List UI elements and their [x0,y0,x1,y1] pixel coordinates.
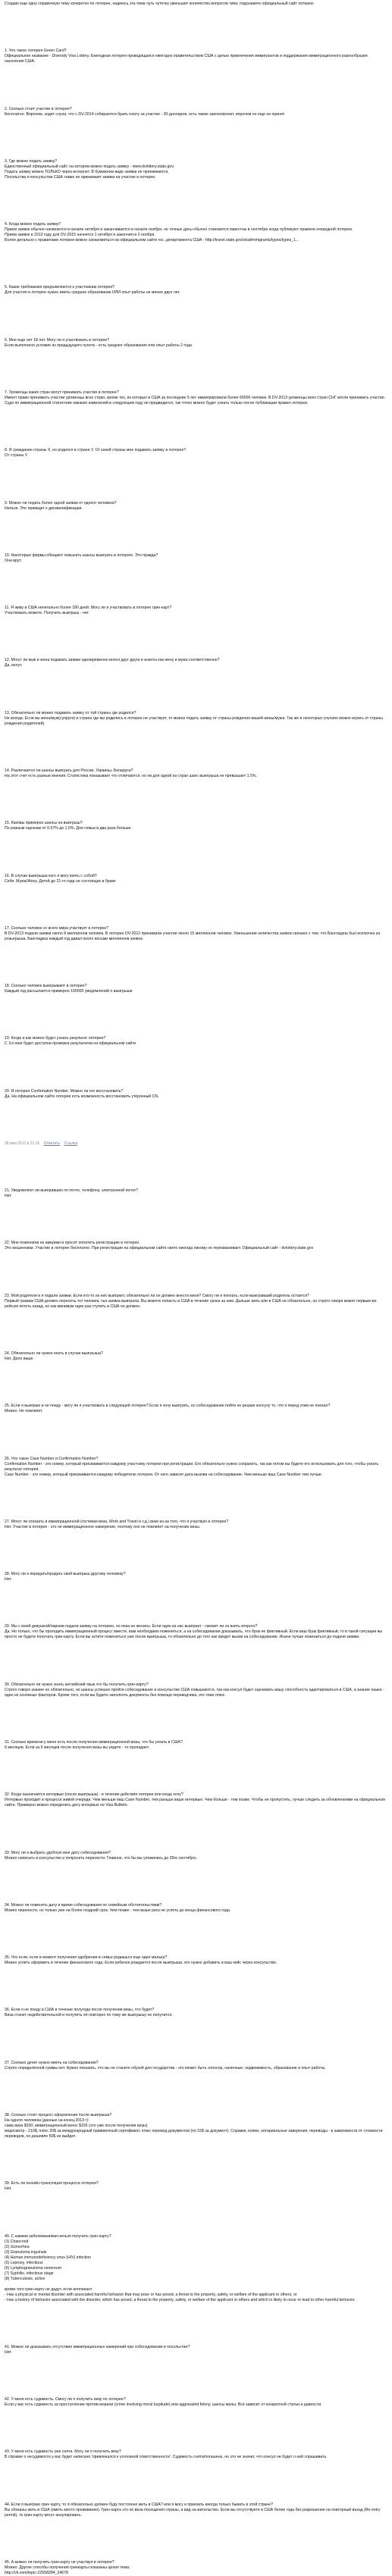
question: 39. Есть ли онлайн-трансляция процесса лотереи? [5,2181,99,2186]
answer: Да. На официальном сайте лотереи есть возможность восстановить утерянный CN. [5,1094,159,1099]
answer: В справке о несудимости у вас будет написано 'привлекался к уголовной ответственности'. Судимость снята/погашена, но это не значит, что консул не будет о ней спрашивать. [5,2455,328,2460]
qa-item-42 [5,2397,387,2408]
answer: Если выполнено условие из предыдущего пункта - есть среднее образование или опыт работы 2 года. [5,343,193,348]
qa-item-9 [5,501,387,512]
question: 35. Что если, если в момент получения одобрения в семье родишься еще один малыш? [5,1955,168,1961]
question: 24. Обязательно ли нужно ехать в случае выигрыша? [5,1351,103,1357]
question: 23. Мой родители и я подали заявки. Если кто-то из них выиграет, обязательно ли он должен внести меня? Смогу ли я поехать, если выигравший родитель остается? [5,1293,310,1298]
question: 9. Можно ли подать более одной заявки от одного человека? [5,500,117,505]
question: 27. Могут ли отказать в иммиграционной (гостевая виза, Work and Travel и т.д.) визе из-за того, что я участвую в лотерее? [5,1519,229,1524]
answer: Можно. Другие способы получения гринкарты показаны целая тема: http://vk.com/topic-22558284_24678 [5,2565,130,2575]
answer: Это мошенники. Участие в лотерее бесплатно. При регистрации на официальном сайте никто никогда никому не перезванивает. Официальный сайт - dvlottery.state.gov [5,1246,314,1251]
answer: На этот счет есть разные мнения. Статистика показывает что отличаются, но ни для одной из стран шанс выигрыша не превышает 1.5%. [5,773,257,778]
answer: В DV-2013 подали заявки около 8 миллионов человек. В лотерее DV-2012 принимали участие около 15 миллионов человек. Уменьшение количества заявок связано с тем, что Бангладеш был исключен из розыгрыша. Бангладеш каждый год давал около восьми миллионов заявок. [5,931,381,941]
question: 2. Сколько стоит участие в лотерее? [5,106,72,111]
question: 28. Могу ли я передать/продать свой выигрыш другому человеку? [5,1572,126,1577]
question: 45. А можно ли получить грин-карту не участвуя в лотерее? [5,2559,114,2565]
qa-item-22 [5,1241,387,1251]
question: 26. Что такое Case Number и Confirmation Number? [5,1456,99,1461]
question: 43. У меня есть судимость уже снята. Могу ли я получить визу? [5,2449,121,2455]
qa-item-28 [5,1572,387,1582]
intro-text: Создаю еще одну справочную тему конкретно по лотерее, надеюсь эта тема чуть чуточку уменьшит количество вопросов типа: подскажите официальный сайт лотереи. [5,2,315,6]
question: 37. Сколько денег нужно иметь на собеседовании? [5,2060,99,2065]
qa-item-37 [5,2061,387,2071]
question: 18. Сколько человек выигрывают в лотерее? [5,984,87,989]
question: 33. Могу ли я выбрать удобную мне дату собеседования? [5,1850,111,1855]
qa-item-30 [5,1682,387,1698]
qa-item-5 [5,285,387,296]
question: 22. Мне позвонили из америки и просят оплатить регистрацию в лотерее. [5,1241,140,1246]
qa-item-23 [5,1294,387,1310]
answer: От страны У. [5,453,28,459]
answer: На одного человека (данные на конец 2013 г): сама виза $330, иммиграционный взнос $165 (это уже после получения визы) медосмотр - 210$, плюс 20$ за международный прививочный сертификат, плюс перевод документов (пo 15$ за документ). Справки, копии, нотариальные заверения, переводы - в зависимости от стоимости переводов, но дешевле 50$ не выйдет. [5,2117,383,2139]
qa-item-27 [5,1520,387,1530]
answer: С 1го мая будет доступна проверка результатов на официальном сайте [5,1041,136,1047]
answer: Если у вас есть судимость за преступление против морали (crime involving moral turpitude) или aggravated felony, шансы малы. Всё зависит от конкретной статьи и давности. [5,2402,322,2408]
qa-item-26 [5,1457,387,1478]
answer: Виза станет недействительной и получить её повторно по тому же выигрышу не получится. [5,2013,173,2018]
answer: По разным оценкам от 0.67% до 1.5%. Для семьи в два раза больше. [5,826,132,831]
answer: Нет. [5,1577,12,1582]
post-date: 28 мая 2012 в 21:15 [5,1141,40,1146]
answer: Можно написать в консульство и попросить перенести. Главное, что бы вы уложились до 30го сентября.. [5,1855,198,1861]
qa-item-1 [5,49,387,64]
answer: Строго говоря знание не обязательно, но шансы успешно пройти собеседование в консульстве США повышаются, так как консул будет оценивать вашу способность адаптироваться в США, а знание языка - один из основных факторов. Кроме того, если вы будете заполнять документы без помощи переводчика, это тоже плюс. [5,1687,384,1698]
reply-link[interactable]: Ответить [43,1141,61,1146]
qa-item-6 [5,338,387,349]
qa-item-33 [5,1851,387,1861]
qa-item-41 [5,2345,387,2355]
question: 44. Если я выиграю грин карту, то я обязательно должен буду постоянно жить в США? или я могу и приехать иногда только бывать в этой стране? [5,2502,274,2507]
question: 41. Можно ли доказывать отсутствие иммиграционных намерений при собеседовании в посольстве? [5,2344,190,2349]
question: 15. Каковы примерно шансы на выигрыш? [5,821,83,826]
question: 8. Я гражданин страны Х, но родился в стране У. От какой страны мне подавать заявку в лотерее? [5,448,187,453]
question: 38. Сколько стоит процесс оформления после выигрыша? [5,2112,112,2117]
qa-item-12 [5,658,387,668]
question: 1. Что такое лотерея Green Card? [5,49,67,54]
answer: Нет. Дело ваше. [5,1357,34,1362]
answer: Можно успеть оформить в течение финансового года. Если ребенок рождается после выигрыша, его нужно добавить в ваш кейс через консульство. [5,1961,278,1966]
qa-item-34 [5,1903,387,1914]
question: 31. Сколько времени у меня есть после получения иммиграционной визы, что бы уехать в США? [5,1740,183,1745]
qa-item-7 [5,390,387,406]
question: 6. Мне еще нет 18 лет. Могу ли я участвовать в лотерее? [5,337,110,343]
qa-item-17 [5,926,387,942]
question: 4. Когда можно подать заявку? [5,222,61,227]
qa-item-31 [5,1740,387,1751]
question: 19. Когда и как можно будет узнать результат лотереи? [5,1036,106,1041]
answer: Интервью проходит в процессе живой очереди. Чем меньше ваш Case Number, тем раньше ваше интервью. Чем больше - тем позже. Чтобы не пропустить, лучше следить за обновлениями на официальном сайте. Примерно можно определить дату интервью по Visa Bulletin. [5,1798,385,1808]
answer: Первый грамаж США должен пересечь тот человек, чья заявка выиграла. Вы можете попасть в США в течение срока за ним. Дальше жить или в США не обязательно, он строго говоря может первым же рейсом лететь назад, но как минимум один раз ступить в США он должен. [5,1298,377,1309]
answer: (1) Chancroid (2) Gonorrhea (3) Granuloma inguinale (4) Human immunodeficiency virus (HIV) infection (5) Leprosy, infectious (6) Lymphogranuloma venereum (7) Syphilis, infectious stage (8) Tuberculosis, active кроме того грин-карту не дадут, если аппликант: - Has a physical or mental disorder with associated harmful behavior that may pose or has posed, a threat to the property, safety, or welfare of the applicant or others; or - Has a history of behavior associated with the disorder, which has posed, a threat to the property, safety, or welfare of the applicant or others and which is likely to recur or lead to other harmful behavior. [5,2239,356,2302]
answer: Можно. Не повлияет. [5,1409,43,1414]
qa-item-25 [5,1404,387,1414]
answer: Нет. [5,1194,12,1199]
question: 5. Какие требования предъявляются к участникам лотереи? [5,285,115,290]
answer: Нет. [5,2349,12,2355]
answer: Себя. Мужа/Жену. Детей до 21-го года не состоящих в браке [5,878,116,884]
question: 12. Могут ли муж и жена подавать заявки одновременно внося друг друга в анкеты как жену и мужа соответственно? [5,658,220,663]
qa-item-36 [5,2008,387,2018]
permalink[interactable]: Ссылка [64,1141,78,1146]
qa-item-4 [5,222,387,243]
answer: Они врут. [5,558,22,563]
qa-item-15 [5,821,387,831]
question: 40. С какими заболеваниями нельзя получить грин-карту? [5,2233,111,2239]
answer: Вы обязаны жить в США (иметь место проживания). Грин-карта это не виза посещения страны, а вид на жительство. Если вы отсутствуете в США более года без разрешения на повторный въезд (Re-entry permit), то грин-карту могут аннулировать. [5,2507,381,2518]
qa-item-11 [5,606,387,616]
question: 36. Если я не поеду в США в течение полугода после получения визы, что будет? [5,2008,155,2013]
answer: Официальное название - Diversity Visa Lottery. Ежегодная лотерея проводящаяся ежегодно правительством США с целью привлечения иммигрантов и поддержания иммиграционного разнообразия населения США. [5,54,368,64]
question: 21. Уведомляют ли выигравших по почте, телефону, электронной почте? [5,1188,138,1194]
question: 17. Сколько человек со всего мира участвует в лотерее? [5,925,109,931]
post-meta [5,1141,387,1147]
qa-item-40 [5,2234,387,2303]
answer: Да, могут. [5,663,23,668]
question: 10. Некоторые фирмы обещают повысить шансы выиграть в лотерею. Это правда? [5,552,158,558]
qa-item-20 [5,1089,387,1100]
question: 14. Различаются ли шансы выиграть для России, Украины, Беларуси? [5,768,133,773]
question: 7. Уроженцы каких стран могут принимать участие в лотерее? [5,390,119,395]
answer: Строго определённой суммы нет. Нужно показать, что вы не станете обузой для государства - это может быть спонсор, наличные, недвижимость, образование и опыт работы. [5,2065,326,2071]
answer: Нет. Участие в лотерее - это не иммиграционное намерение, поэтому оно не повлияет на получение визы. [5,1524,201,1529]
answer: Имеют право принимать участие уроженцы всех стран, кроме тех, из которых в США за последние 5 лет иммигрировали более 50000 человек. В DV-2013 уроженцы всех стран СНГ могли принимать участие. Судя по иммиграционной статистике никаких изменений в следующем году не предвидится, так точно можно будет узнать только после публикации правил лотереи. [5,395,386,405]
answer: Бесплатно. Впрочем, ходят слухи, что с DV-2014 собираются брать плату за участие - 30 долларов, есть также законопроект, впрочем он еще не принят. [5,111,286,117]
question: 32. Когда назначается интервью (после выигрыша) - в течение действия лотереи или когда хочу? [5,1792,183,1798]
answer: Каждый год рассылается примерно 100000 уведомлений о выигрыше [5,989,133,994]
qa-item-8 [5,448,387,459]
answer: Да. Но только, что бы проходить иммиграционный процесс вместе, вам необходимо пожениться, а на собеседовании доказывать, что брак не фиктивный. Если ваш брак фиктивный, то в такой ситуации вы просто не будете получать грин-карту. Если вы хотите пожениться уже после выигрыша, то обязательно до того как придет вызов на собеседование. Иначе лучше пожениться до подачи заявки. [5,1629,383,1640]
qa-item-39 [5,2181,387,2192]
qa-item-38 [5,2113,387,2139]
answer: Нет. [5,2186,12,2192]
qa-item-18 [5,984,387,994]
answer: Единственный официальный сайт, на котором можно подать заявку - www.dvlottery.state.gov. Подать заявку можно ТОЛЬКО через интернет. В бумажном виде заявки не принимаются. Посольства и консульства США также не принимают заявки на участие в лотерее. [5,164,174,180]
qa-item-14 [5,768,387,779]
question: 16. В случае выигрыша кого я могу взять с собой? [5,873,97,878]
answer: 6 месяцев. Если за 6 месяцев после получения визы вы уедете - то пропадает. [5,1745,150,1750]
qa-item-32 [5,1792,387,1808]
question: 11. Я живу в США нелегально более 180 дней. Могу ли я участвовать в лотерее грин-карт? [5,606,172,611]
qa-item-2 [5,107,387,117]
question: 34. Можно ли поменять дату и время собеседования по семейным обстоятельствам? [5,1902,162,1908]
qa-item-43 [5,2449,387,2460]
qa-item-35 [5,1955,387,1966]
qa-item-29 [5,1624,387,1640]
question: 42. У меня есть судимость. Смогу ли я получить визу по лотерее? [5,2397,126,2402]
qa-item-44 [5,2502,387,2518]
qa-item-3 [5,159,387,180]
question: 13. Обязательно ли можно подавать заявку от той страны где родился? [5,710,136,715]
answer: Для участия в лотерее нужно иметь среднее образование ИЛИ опыт работы не менее двух лет. [5,290,180,296]
question: 3. Где можно подать заявку? [5,158,58,164]
question: 20. Я потерял Confirmation Number. Можно ли его восстановить? [5,1088,124,1094]
answer: Нельзя. Это приведет к дисквалификации. [5,505,83,511]
qa-item-13 [5,711,387,727]
answer: Прием заявок обычно начинается в начале октября и заканчивается в начале ноября, но точные даты обычно становятся известны в сентябре когда публикуют правила очередной лотереи. Прием заявок в 2013 году для DV-2015 начнется 1 октября и закончится 2 ноября. Более детально с правилами лотереи можно ознакомиться на официальном сайте гос. департамента США - http://travel.state.gov/visa/immigrants/types/types_1... [5,227,353,243]
qa-item-19 [5,1036,387,1047]
answer: Участвовать можете. Получить выигрыш - нет. [5,611,89,616]
question: 29. Мы с моей девушкой/парнем подали заявку на лотерею, но пока не женаты. Если один из нас выиграет - сможет ли он взять второго? [5,1624,258,1629]
qa-item-21 [5,1188,387,1199]
qa-item-16 [5,874,387,884]
question: 30. Обязательно ли нужно знать английский язык что бы получить грин-карту? [5,1682,149,1687]
question: 25. Если я выиграю и не поеду - могу ли я участвовать в следующей лотерее? Если я хочу выиграть, но собеседование пойти не решаю консулу то, что я перед этим не поехал? [5,1404,331,1409]
qa-item-45 [5,2560,387,2576]
qa-item-24 [5,1351,387,1362]
answer: Confirmation Number - это номер, который присваивается каждому участнику лотереи при регистрации. Его обязательно нужно сохранить, так как потом вы будете его использовать для того, чтобы узнать результат лотереи. Case Number - это номер, который присваивается каждому победителю лотереи. От него зависит дата вызова на собеседование. Чем меньше ваш Case Number тем лучше. [5,1461,379,1477]
qa-item-10 [5,553,387,564]
answer: Можно перенести, но только уже на более поздний срок. Чем позже - тем выше риск не успеть до конца финансового года. [5,1908,231,1913]
answer: Не всегда. Если вы жена/муж(супруги) и страна где вы родились в лотерее не участвует, то можно подать заявку от страны рождения вашей жены/мужа. Так же в некоторых случаях можно играть от страны рождения родителей). [5,715,384,726]
